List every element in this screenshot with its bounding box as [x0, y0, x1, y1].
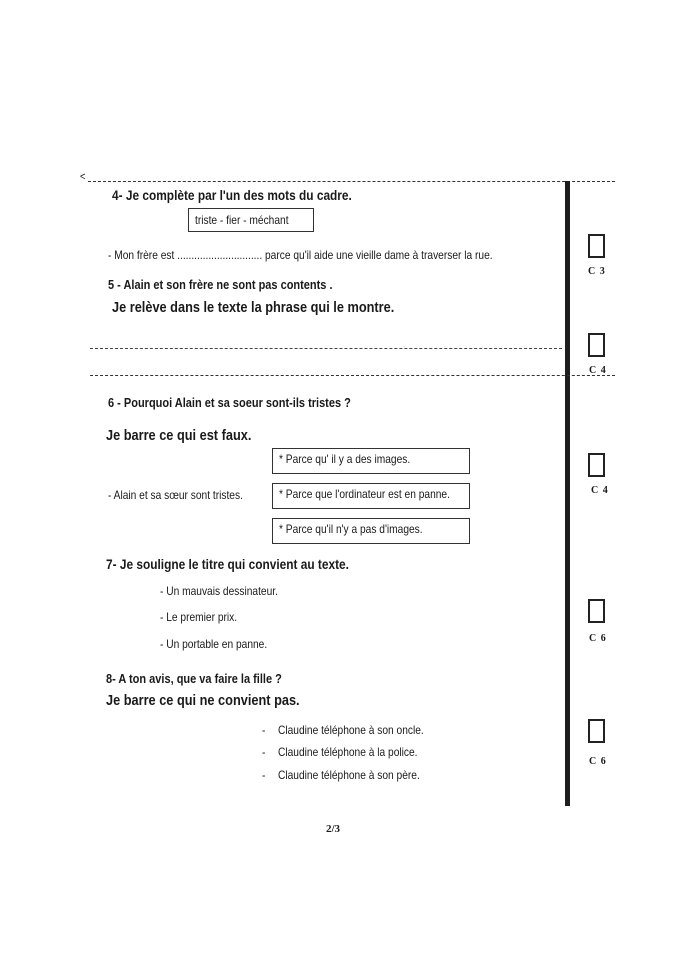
q5-instruction: Je relève dans le texte la phrase qui le montre.	[112, 300, 395, 316]
q6-option-3: * Parce qu'il n'y a pas d'images.	[272, 518, 470, 544]
q8-item-2: Claudine téléphone à la police.	[278, 745, 418, 759]
competency-code-q7: C 6	[589, 633, 607, 644]
q8-item-1: Claudine téléphone à son oncle.	[278, 723, 424, 737]
q7-title: 7- Je souligne le titre qui convient au texte.	[106, 557, 349, 572]
competency-code-q5: C 4	[589, 365, 607, 376]
q8-bullet-3: -	[262, 768, 266, 782]
q5-answer-line	[90, 348, 562, 349]
score-box-q7[interactable]	[588, 599, 605, 623]
q4-sentence: - Mon frère est .............................. parce qu'il aide une vieille dame à traverser la rue.	[108, 248, 493, 262]
q4-title: 4- Je complète par l'un des mots du cadre.	[112, 188, 352, 203]
competency-code-q8: C 6	[589, 756, 607, 767]
q8-bullet-2: -	[262, 745, 266, 759]
score-box-q8[interactable]	[588, 719, 605, 743]
q6-option-1: * Parce qu' il y a des images.	[272, 448, 470, 474]
score-box-q4[interactable]	[588, 234, 605, 258]
q6-stem: - Alain et sa sœur sont tristes.	[108, 488, 243, 502]
q6-instruction: Je barre ce qui est faux.	[106, 428, 252, 444]
q7-item-3: - Un portable en panne.	[160, 637, 268, 651]
q8-item-3: Claudine téléphone à son père.	[278, 768, 420, 782]
section-rule	[90, 375, 615, 376]
top-rule	[88, 181, 615, 182]
competency-code-q6: C 4	[591, 485, 609, 496]
q6-title: 6 - Pourquoi Alain et sa soeur sont-ils tristes ?	[108, 396, 351, 410]
page-number: 2/3	[326, 823, 341, 835]
q8-instruction: Je barre ce qui ne convient pas.	[106, 693, 300, 709]
q8-bullet-1: -	[262, 723, 266, 737]
q6-option-2: * Parce que l'ordinateur est en panne.	[272, 483, 470, 509]
q5-title: 5 - Alain et son frère ne sont pas contents .	[108, 278, 333, 292]
q4-word-list: triste - fier - méchant	[195, 213, 289, 227]
q8-title: 8- A ton avis, que va faire la fille ?	[106, 672, 282, 686]
score-box-q6[interactable]	[588, 453, 605, 477]
score-box-q5[interactable]	[588, 333, 605, 357]
q7-item-2: - Le premier prix.	[160, 610, 238, 624]
q7-item-1: - Un mauvais dessinateur.	[160, 584, 278, 598]
arrow-mark: <	[80, 171, 86, 183]
competency-code-q4: C 3	[588, 266, 606, 277]
margin-bar	[565, 181, 570, 806]
